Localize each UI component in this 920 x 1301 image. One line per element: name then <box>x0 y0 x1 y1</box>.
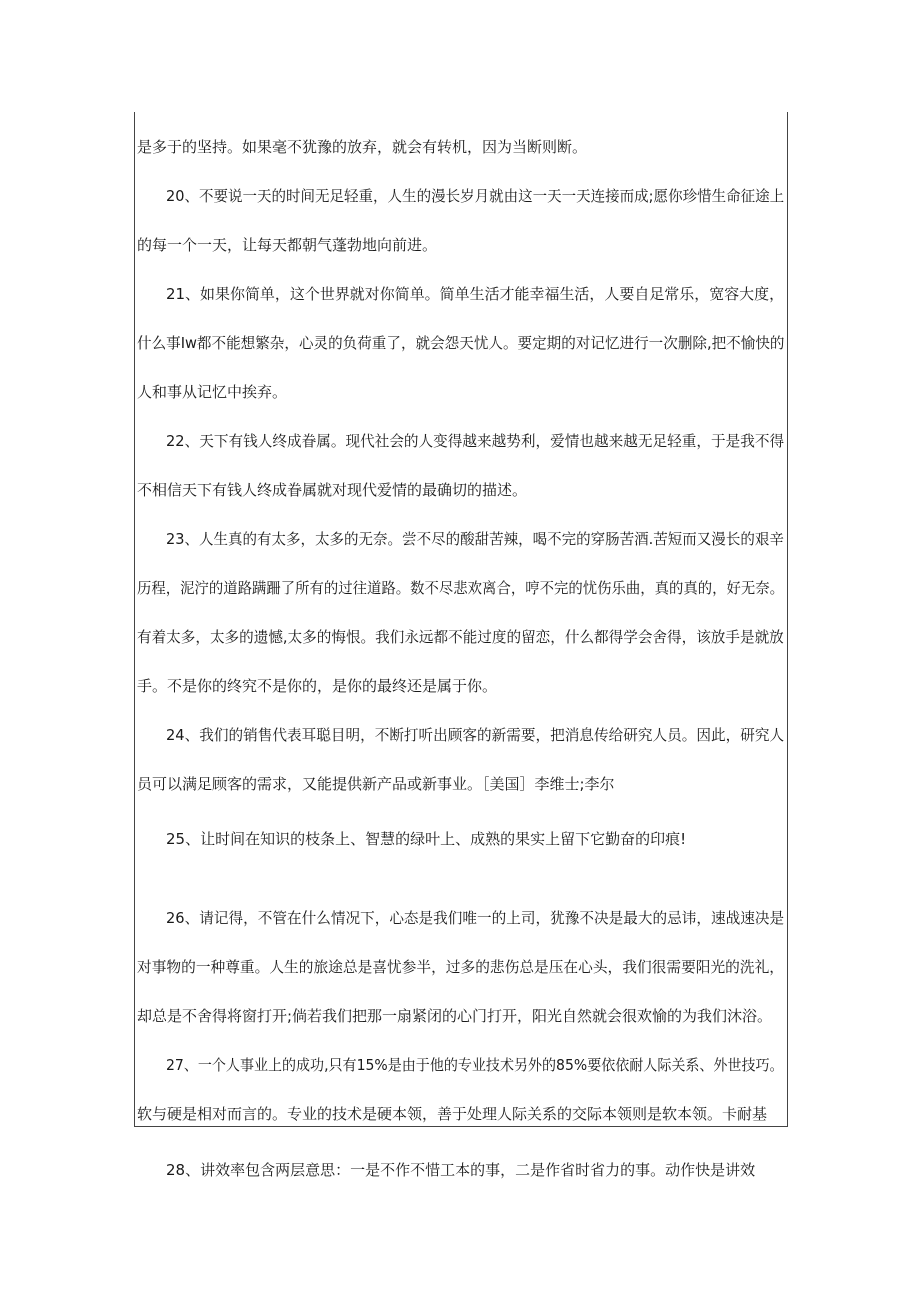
text-line: 手。不是你的终究不是你的，是你的最终还是属于你。 <box>137 677 498 695</box>
text-line: 28、讲效率包含两层意思：一是不作不惜工本的事，二是作省时省力的事。动作快是讲效 <box>166 1161 756 1179</box>
text-line: 22、天下有钱人终成眷属。现代社会的人变得越来越势利，爱情也越来越无足轻重，于是我不得 <box>166 432 785 450</box>
text-line: 26、请记得，不管在什么情况下，心态是我们唯一的上司，犹豫不决是最大的忌讳，速战速决是 <box>166 909 785 927</box>
text-line: 软与硬是相对而言的。专业的技术是硬本领，善于处理人际关系的交际本领则是软本领。卡耐基 <box>137 1105 768 1123</box>
text-line: 20、不要说一天的时间无足轻重，人生的漫长岁月就由这一天一天连接而成;愿你珍惜生命征途上 <box>166 187 785 205</box>
text-line: 什么事Iw都不能想繁杂，心灵的负荷重了，就会怨天忧人。要定期的对记忆进行一次删除,把不愉快的 <box>137 334 785 352</box>
text-line: 历程，泥泞的道路蹒跚了所有的过往道路。数不尽悲欢离合，哼不完的忧伤乐曲，真的真的，好无奈。 <box>137 579 785 597</box>
text-line: 25、让时间在知识的枝条上、智慧的绿叶上、成熟的果实上留下它勤奋的印痕! <box>166 830 687 848</box>
text-line: 员可以满足顾客的需求，又能提供新产品或新事业。［美国］李维士;李尔 <box>137 775 615 793</box>
text-line: 有着太多，太多的遗憾,太多的悔恨。我们永远都不能过度的留恋，什么都得学会舍得，该放手是就放 <box>137 628 784 646</box>
text-line: 23、人生真的有太多，太多的无奈。尝不尽的酸甜苦辣，喝不完的穿肠苦酒.苦短而又漫长的艰辛 <box>166 530 784 548</box>
text-line: 是多于的坚持。如果毫不犹豫的放弃，就会有转机，因为当断则断。 <box>137 138 588 156</box>
text-line: 21、如果你简单，这个世界就对你简单。简单生活才能幸福生活，人要自足常乐，宽容大度， <box>166 285 785 303</box>
text-line: 24、我们的销售代表耳聪目明，不断打听出顾客的新需要，把消息传给研究人员。因此，研究人 <box>166 726 785 744</box>
text-line: 不相信天下有钱人终成眷属就对现代爱情的最确切的描述。 <box>137 481 528 499</box>
text-line: 人和事从记忆中挨弃。 <box>137 383 288 401</box>
text-line: 的每一个一天，让每天都朝气蓬勃地向前进。 <box>137 236 438 254</box>
text-line: 27、一个人事业上的成功,只有15%是由于他的专业技术另外的85%要依依耐人际关系、外世技巧。 <box>166 1056 784 1074</box>
text-line: 对事物的一种尊重。人生的旅途总是喜忧参半，过多的悲伤总是压在心头，我们很需要阳光的洗礼， <box>137 958 785 976</box>
text-line: 却总是不舍得将窗打开;倘若我们把那一扇紧闭的心门打开，阳光自然就会很欢愉的为我们沐浴。 <box>137 1007 773 1025</box>
